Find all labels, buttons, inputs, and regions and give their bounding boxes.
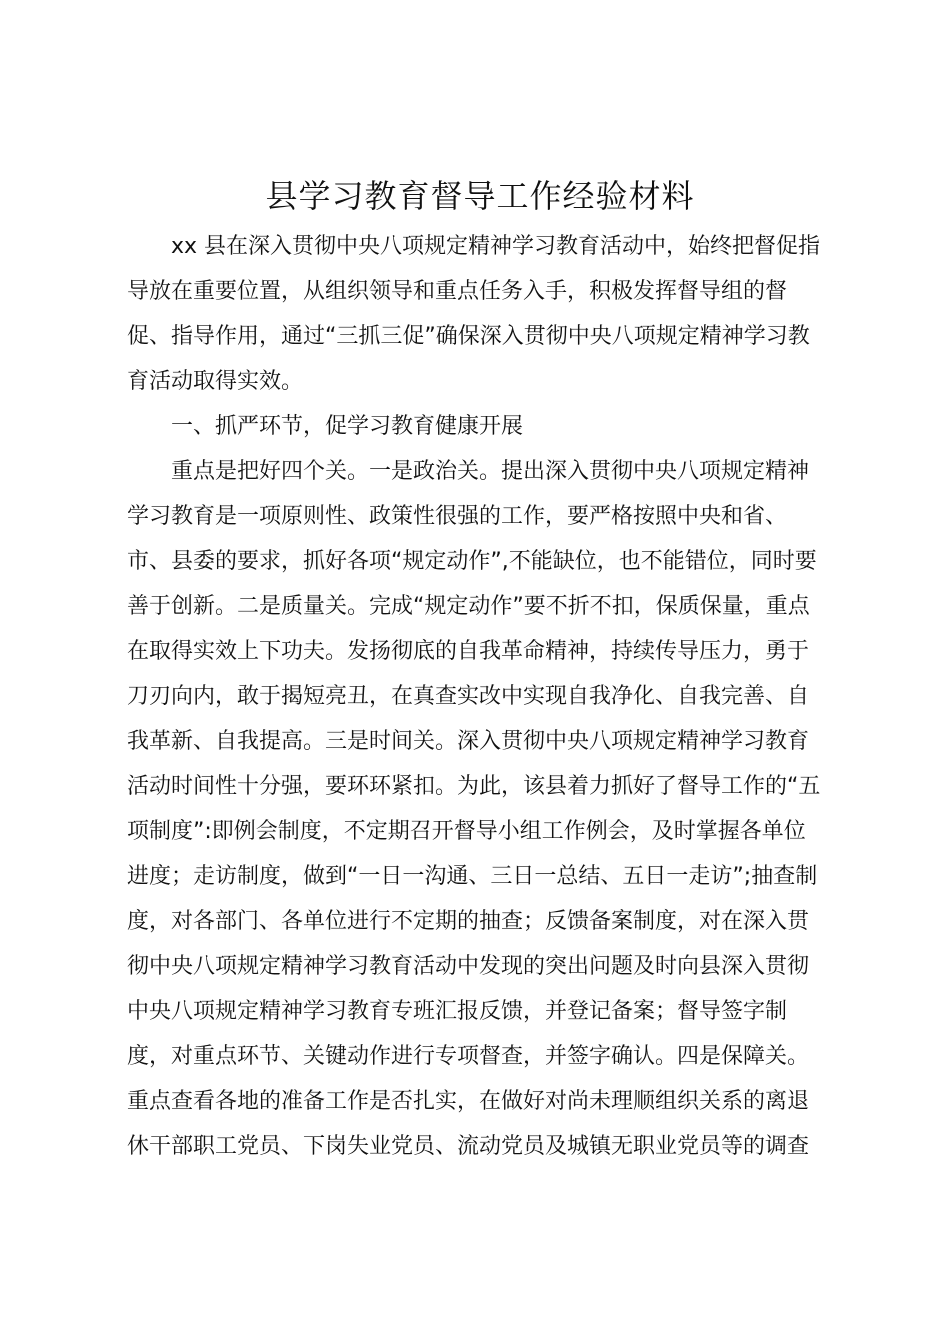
body-line: 促、指导作用，通过“三抓三促”确保深入贯彻中央八项规定精神学习教 [127, 324, 810, 349]
body-line: 彻中央八项规定精神学习教育活动中发现的突出问题及时向县深入贯彻 [127, 954, 810, 979]
body-line: 导放在重要位置，从组织领导和重点任务入手，积极发挥督导组的督 [127, 279, 788, 304]
body-line: 育活动取得实效。 [127, 369, 304, 394]
body-line: 刀刃向内，敢于揭短亮丑，在真查实改中实现自我净化、自我完善、自 [127, 684, 810, 709]
body-line: xx 县在深入贯彻中央八项规定精神学习教育活动中，始终把督促指 [171, 234, 821, 259]
body-line: 中央八项规定精神学习教育专班汇报反馈，并登记备案；督导签字制 [127, 999, 788, 1024]
body-line: 休干部职工党员、下岗失业党员、流动党员及城镇无职业党员等的调查 [127, 1134, 810, 1159]
body-line: 度，对各部门、各单位进行不定期的抽查；反馈备案制度，对在深入贯 [127, 909, 810, 934]
section-heading: 一、抓严环节，促学习教育健康开展 [171, 414, 524, 439]
body-line: 活动时间性十分强，要环环紧扣。为此，该县着力抓好了督导工作的“五 [127, 774, 821, 799]
body-line: 市、县委的要求，抓好各项“规定动作”,不能缺位，也不能错位，同时要 [127, 549, 817, 574]
body-line: 在取得实效上下功夫。发扬彻底的自我革命精神，持续传导压力，勇于 [127, 639, 810, 664]
body-line: 善于创新。二是质量关。完成“规定动作”要不折不扣，保质保量，重点 [127, 594, 810, 619]
body-line: 重点查看各地的准备工作是否扎实，在做好对尚未理顺组织关系的离退 [127, 1089, 810, 1114]
body-line: 度，对重点环节、关键动作进行专项督查，并签字确认。四是保障关。 [127, 1044, 810, 1069]
body-line: 重点是把好四个关。一是政治关。提出深入贯彻中央八项规定精神 [171, 459, 810, 484]
body-line: 我革新、自我提高。三是时间关。深入贯彻中央八项规定精神学习教育 [127, 729, 810, 754]
body-line: 学习教育是一项原则性、政策性很强的工作，要严格按照中央和省、 [127, 504, 788, 529]
body-line: 进度；走访制度，做到“一日一沟通、三日一总结、五日一走访”;抽查制 [127, 864, 818, 889]
body-line: 项制度”:即例会制度，不定期召开督导小组工作例会，及时掌握各单位 [127, 819, 806, 844]
document-title: 县学习教育督导工作经验材料 [265, 177, 695, 215]
